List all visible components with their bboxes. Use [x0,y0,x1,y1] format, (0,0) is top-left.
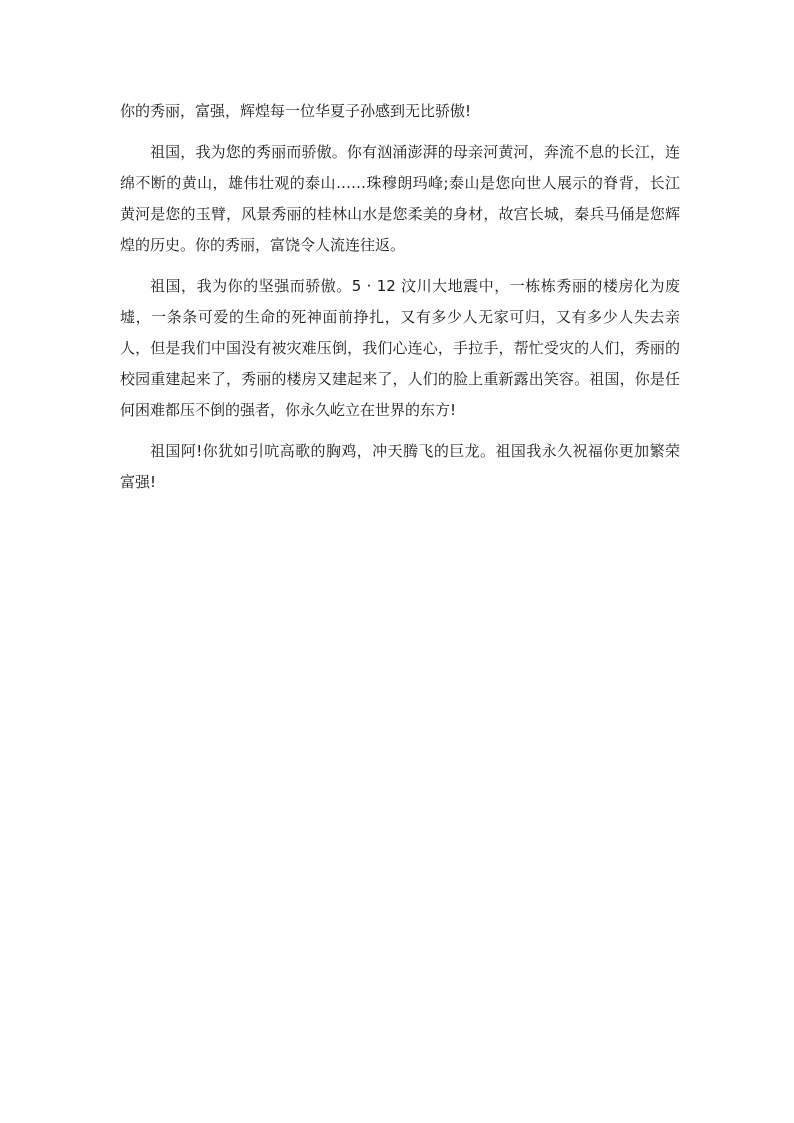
paragraph-4: 祖国阿!你犹如引吭高歌的胸鸡，冲天腾飞的巨龙。祖国我永久祝福你更加繁荣富强! [120,442,680,491]
document-body [120,96,680,508]
paragraph-3: 祖国，我为你的坚强而骄傲。5 · 12 汶川大地震中，一栋栋秀丽的楼房化为废墟，一条条可爱的生命的死神面前挣扎，又有多少人无家可归，又有多少人失去亲人，但是我们中国没有被灾难压倒，我们心连心，手拉手，帮忙受灾的人们，秀丽的校园重建起来了，秀丽的楼房又建起来了，人们的脸上重新露出笑容。祖国，你是任何困难都压不倒的强者，你永久屹立在世界的东方! [120,277,680,419]
paragraph-2: 祖国，我为您的秀丽而骄傲。你有汹涌澎湃的母亲河黄河，奔流不息的长江，连绵不断的黄山，雄伟壮观的泰山……珠穆朗玛峰;泰山是您向世人展示的脊背，长江黄河是您的玉臂，风景秀丽的桂林山水是您柔美的身材，故宫长城，秦兵马俑是您辉煌的历史。你的秀丽，富饶令人流连往返。 [120,143,680,254]
paragraph-1: 你的秀丽，富强，辉煌每一位华夏子孙感到无比骄傲! [120,102,472,120]
